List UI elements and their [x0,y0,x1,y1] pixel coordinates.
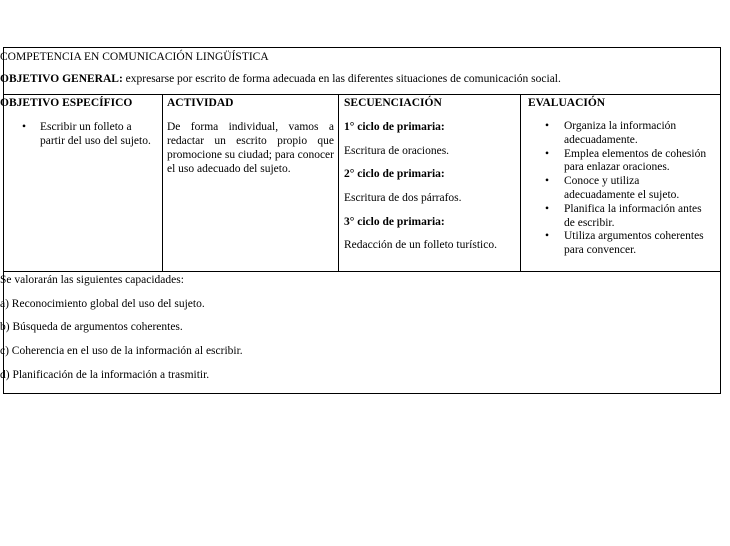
evaluacion-item: • Organiza la información adecuadamente. [545,120,677,146]
especifico-line-2: partir del uso del sujeto. [40,135,151,147]
col-divider-3 [520,95,521,271]
seq-tarea-2: Escritura de dos párrafos. [344,192,462,204]
header-evaluacion: EVALUACIÓN [528,97,606,109]
row-divider-2 [4,271,720,272]
capacidad-item: c) Coherencia en el uso de la información al escribir. [0,345,243,357]
capacidad-item: a) Reconocimiento global del uso del sujeto. [0,298,205,310]
capacidades-intro: Se valorarán las siguientes capacidades: [0,274,184,286]
capacidad-item: b) Búsqueda de argumentos coherentes. [0,321,183,333]
objetivo-general-text: expresarse por escrito de forma adecuada en las diferentes situaciones de comunicación social. [122,73,561,85]
especifico-line-1: Escribir un folleto a [40,121,132,133]
header-actividad: ACTIVIDAD [167,97,234,109]
competence-table [0,47,721,394]
objetivo-general [0,72,561,86]
col-divider-2 [338,95,339,271]
seq-tarea-1: Escritura de oraciones. [344,145,450,157]
evaluacion-item: • Utiliza argumentos coherentes para convencer. [545,230,704,257]
header-objetivo-especifico: OBJETIVO ESPECÍFICO [0,97,133,109]
header-secuenciacion: SECUENCIACIÓN [344,97,442,109]
evaluacion-item: • Planifica la información antes de escribir. [545,202,702,229]
objetivo-general-label: OBJETIVO GENERAL: [0,73,123,85]
seq-ciclo-2: 2° ciclo de primaria: [344,168,445,180]
col-divider-1 [162,95,163,271]
evaluacion-item: • Conoce y utiliza adecuadamente el sujeto. [545,175,680,201]
evaluacion-item: • Emplea elementos de cohesión para enlazar oraciones. [545,147,707,174]
evaluacion-list [545,120,720,258]
bullet-marker: • [22,121,27,133]
capacidad-item: d) Planificación de la información a trasmitir. [0,369,210,381]
actividad-text: De forma individual, vamos a redactar un escrito propio que promocione su ciudad; para conocer el uso adecuado del sujeto. [167,121,334,175]
row-divider-1 [4,94,720,95]
competencia-title: COMPETENCIA EN COMUNICACIÓN LINGÜÍSTICA [0,51,269,63]
seq-tarea-3: Redacción de un folleto turístico. [344,239,497,251]
seq-ciclo-1: 1° ciclo de primaria: [344,121,445,133]
seq-ciclo-3: 3° ciclo de primaria: [344,216,445,228]
